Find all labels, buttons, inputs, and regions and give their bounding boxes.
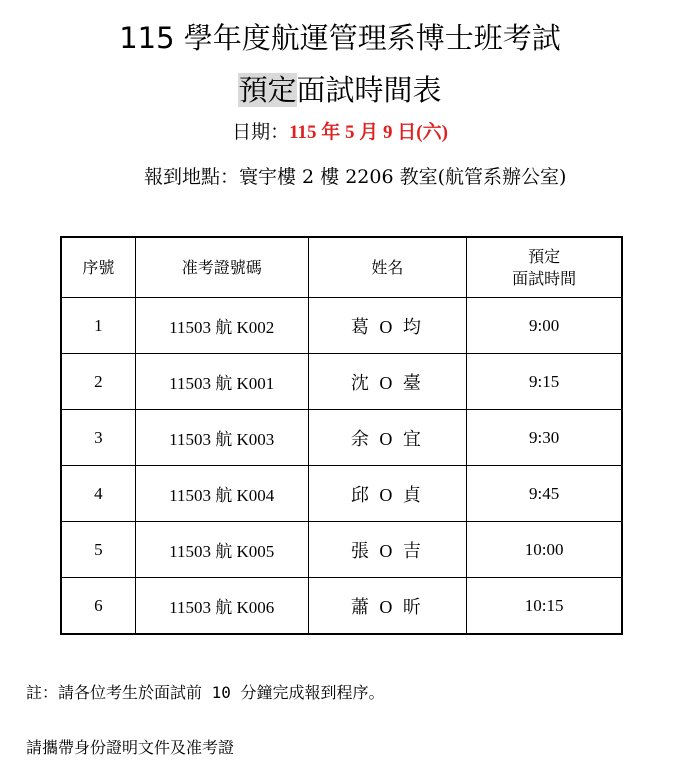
cell-time: 9:15 xyxy=(467,354,622,410)
header-time xyxy=(467,237,622,298)
cell-id: 11503 航 K003 xyxy=(135,410,308,466)
table-row xyxy=(61,410,622,466)
cell-no: 2 xyxy=(61,354,135,410)
cell-time: 9:45 xyxy=(467,466,622,522)
table-header-row xyxy=(61,237,622,298)
header-id: 准考證號碼 xyxy=(135,237,308,298)
header-time-line2: 面試時間 xyxy=(512,268,577,288)
subtitle-rest: 面試時間表 xyxy=(296,73,442,107)
date-label: 日期： xyxy=(232,121,290,143)
cell-id: 11503 航 K001 xyxy=(135,354,308,410)
cell-id: 11503 航 K002 xyxy=(135,298,308,354)
cell-id: 11503 航 K005 xyxy=(135,522,308,578)
cell-no: 1 xyxy=(61,298,135,354)
cell-name: 葛 O 均 xyxy=(308,298,467,354)
header-no: 序號 xyxy=(61,237,135,298)
schedule-table xyxy=(60,236,623,635)
table-row xyxy=(61,578,622,635)
header-name: 姓名 xyxy=(308,237,467,298)
exam-date xyxy=(0,118,680,147)
report-location: 報到地點：寰宇樓 2 樓 2206 教室(航管系辦公室) xyxy=(144,166,567,188)
cell-no: 6 xyxy=(61,578,135,635)
note-documents: 請攜帶身份證明文件及准考證 xyxy=(26,738,235,757)
table-row xyxy=(61,354,622,410)
cell-no: 4 xyxy=(61,466,135,522)
subtitle-highlight: 預定 xyxy=(238,73,297,107)
cell-name: 余 O 宜 xyxy=(308,410,467,466)
cell-time: 9:30 xyxy=(467,410,622,466)
page-subtitle xyxy=(0,70,680,110)
page-title: 115 學年度航運管理系博士班考試 xyxy=(119,21,561,55)
cell-no: 5 xyxy=(61,522,135,578)
cell-time: 10:00 xyxy=(467,522,622,578)
note-arrival: 註：請各位考生於面試前 10 分鐘完成報到程序。 xyxy=(26,683,385,702)
table-row xyxy=(61,466,622,522)
header-time-line1: 預定 xyxy=(528,246,561,266)
cell-id: 11503 航 K004 xyxy=(135,466,308,522)
cell-time: 10:15 xyxy=(467,578,622,635)
cell-time: 9:00 xyxy=(467,298,622,354)
cell-id: 11503 航 K006 xyxy=(135,578,308,635)
cell-name: 張 O 吉 xyxy=(308,522,467,578)
cell-name: 沈 O 臺 xyxy=(308,354,467,410)
date-value: 115 年 5 月 9 日(六) xyxy=(289,122,448,143)
cell-name: 邱 O 貞 xyxy=(308,466,467,522)
cell-name: 蕭 O 昕 xyxy=(308,578,467,635)
table-row xyxy=(61,522,622,578)
cell-no: 3 xyxy=(61,410,135,466)
table-row xyxy=(61,298,622,354)
